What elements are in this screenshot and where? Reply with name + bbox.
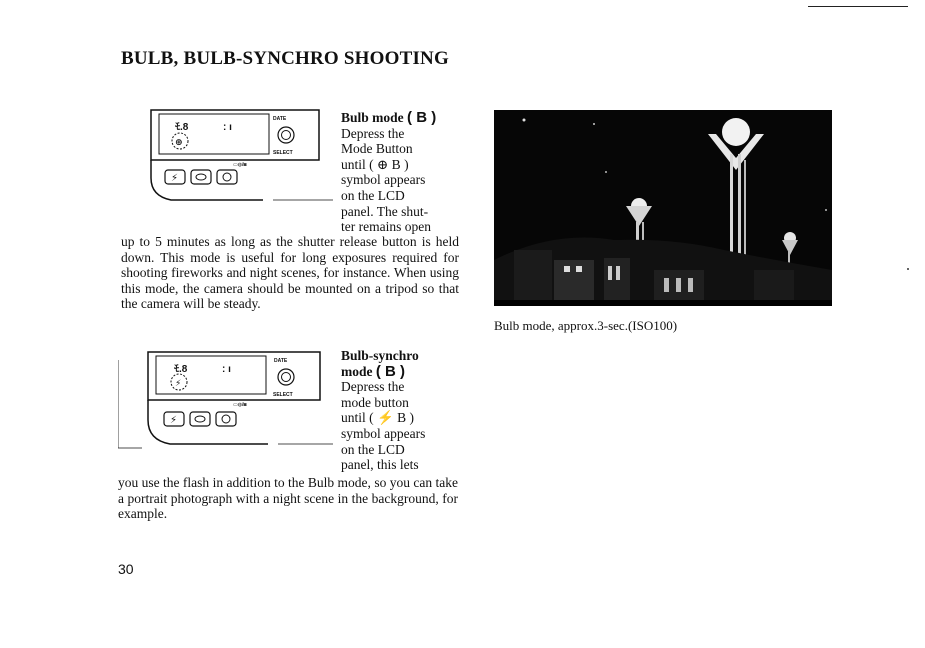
- synchro-line: on the LCD: [341, 441, 405, 457]
- synchro-mode-heading: Bulb-synchro: [341, 348, 419, 363]
- synchro-mode-heading-2: mode ( B ): [341, 362, 406, 380]
- svg-text:ﾓ.8: ﾓ.8: [174, 364, 188, 375]
- synchro-mode-body: you use the flash in addition to the Bulb mode, so you can take a portrait photograph with a night scene in the background, for example.: [118, 475, 458, 522]
- camera-lcd-diagram-bulb: [143, 108, 333, 208]
- svg-text:DATE: DATE: [274, 358, 288, 364]
- svg-text:⊕: ⊕: [175, 137, 183, 147]
- night-scene-photo: [494, 110, 832, 306]
- svg-text:SELECT: SELECT: [273, 392, 293, 398]
- page-title: BULB, BULB-SYNCHRO SHOOTING: [121, 48, 449, 69]
- svg-text:: ı: : ı: [223, 122, 232, 133]
- top-rule: [808, 6, 908, 7]
- svg-text:DATE: DATE: [273, 116, 287, 122]
- bulb-mode-heading: Bulb mode ( B ): [341, 109, 437, 126]
- svg-text:▭◍/◙: ▭◍/◙: [233, 402, 247, 408]
- svg-text:SELECT: SELECT: [273, 150, 293, 156]
- synchro-line: Depress the: [341, 379, 405, 395]
- svg-text:⚡: ⚡: [170, 415, 178, 426]
- page-number: 30: [118, 561, 134, 577]
- margin-speck: [907, 268, 909, 270]
- bulb-line: until ( ⊕ B ): [341, 156, 409, 172]
- camera-lcd-diagram-synchro: [118, 350, 333, 455]
- svg-text:ﾓ.8: ﾓ.8: [175, 122, 189, 133]
- bulb-line: on the LCD: [341, 187, 405, 203]
- synchro-line: until ( ⚡ B ): [341, 410, 415, 426]
- synchro-line: mode button: [341, 394, 409, 410]
- bulb-mode-body: up to 5 minutes as long as the shutter release button is held down. This mode is useful for long exposures required for shooting fireworks and night scenes, for instance. When using this mode, the camera should be mounted on a tripod so that the camera will be steady.: [121, 234, 459, 312]
- bulb-line: symbol appears: [341, 172, 426, 188]
- synchro-mode-text: [341, 348, 459, 473]
- synchro-line: panel, this lets: [341, 457, 419, 473]
- bulb-line: Depress the: [341, 125, 405, 141]
- bulb-line: panel. The shut-: [341, 203, 429, 219]
- svg-text:⚡: ⚡: [171, 173, 179, 184]
- svg-text:: ı: : ı: [222, 364, 231, 375]
- bulb-line: Mode Button: [341, 141, 413, 157]
- svg-text:▭◍/◙: ▭◍/◙: [233, 162, 247, 168]
- photo-caption: Bulb mode, approx.3-sec.(ISO100): [494, 318, 678, 333]
- svg-text:⚡: ⚡: [175, 378, 182, 388]
- bulb-line: ter remains open: [341, 219, 431, 235]
- bulb-mode-text: [341, 110, 459, 235]
- synchro-line: symbol appears: [341, 425, 426, 441]
